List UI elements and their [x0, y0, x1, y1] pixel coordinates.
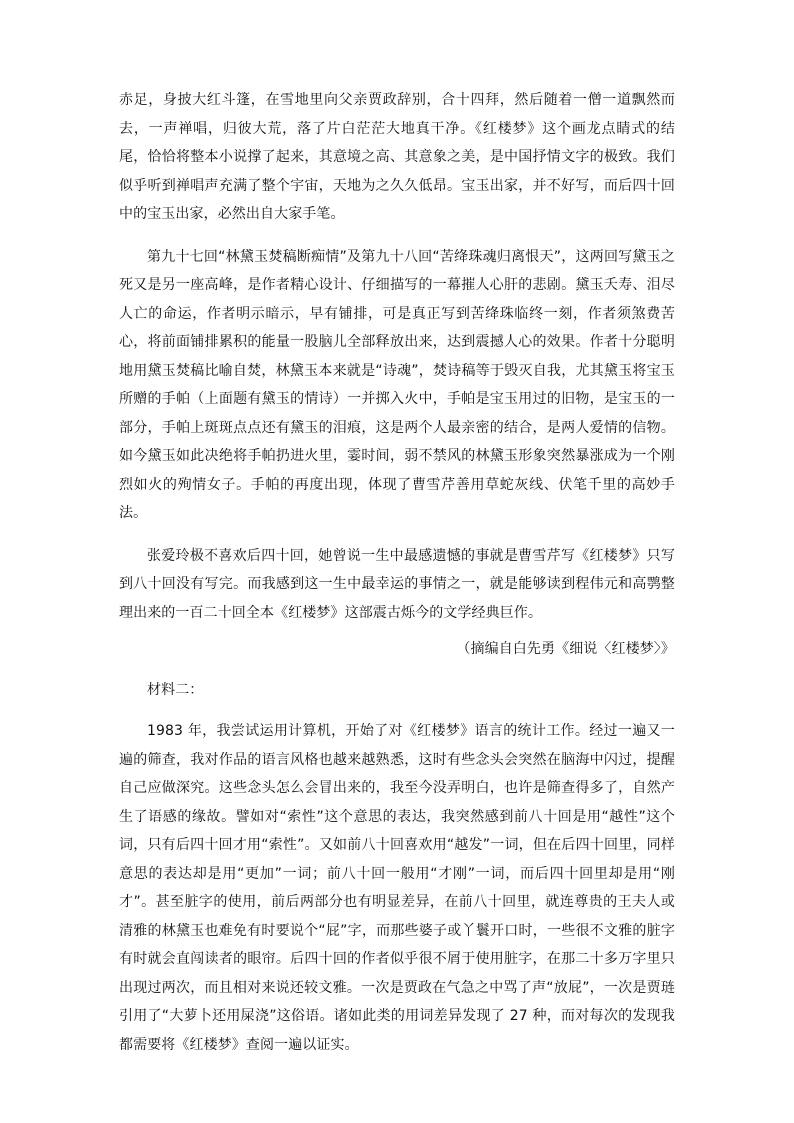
- paragraph-daiyu-death: 第九十七回“林黛玉焚稿断痴情”及第九十八回“苦绛珠魂归离恨天”，这两回写黛玉之死又是另一座高峰，是作者精心设计、仔细描写的一幕摧人心肝的悲剧。黛玉夭寿、泪尽人亡的命运，作者明示暗示，早有铺排，可是真正写到苦绛珠临终一刻，作者须煞费苦心，将前面铺排累积的能量一股脑儿全部释放出来，达到震撼人心的效果。作者十分聪明地用黛玉焚稿比喻自焚，林黛玉本来就是“诗魂”，焚诗稿等于毁灭自我，尤其黛玉将宝玉所赠的手帕（上面题有黛玉的情诗）一并掷入火中，手帕是宝玉用过的旧物，是宝玉的一部分，手帕上斑斑点点还有黛玉的泪痕，这是两个人最亲密的结合，是两人爱情的信物。如今黛玉如此决绝将手帕扔进火里，霎时间，弱不禁风的林黛玉形象突然暴涨成为一个刚烈如火的殉情女子。手帕的再度出现，体现了曹雪芹善用草蛇灰线、伏笔千里的高妙手法。: [119, 248, 675, 521]
- material-two-heading: 材料二：: [147, 681, 204, 698]
- document-page: [119, 86, 675, 1059]
- paragraph-zhang-ailing: 张爱玲极不喜欢后四十回，她曾说一生中最感遗憾的事就是曹雪芹写《红楼梦》只写到八十回没有写完。而我感到这一生中最幸运的事情之一，就是能够读到程伟元和高鹗整理出来的一百二十回全本《红楼梦》这部震古烁今的文学经典巨作。: [119, 547, 675, 621]
- paragraph-computer-statistics: 1983 年，我尝试运用计算机，开始了对《红楼梦》语言的统计工作。经过一遍又一遍的筛查，我对作品的语言风格也越来越熟悉，这时有些念头会突然在脑海中闪过，提醒自己应做深究。这些念头怎么会冒出来的，我至今没弄明白，也许是筛查得多了，自然产生了语感的缘故。譬如对“索性”这个意思的表达，我突然感到前八十回是用“越性”这个词，只有后四十回才用“索性”。又如前八十回喜欢用“越发”一词，但在后四十回里，同样意思的表达却是用“更加”一词；前八十回一般用“才刚”一词，而后四十回里却是用“刚才”。甚至脏字的使用，前后两部分也有明显差异，在前八十回里，就连尊贵的王夫人或清雅的林黛玉也难免有时要说个“屁”字，而那些婆子或丫鬟开口时，一些很不文雅的脏字有时就会直闯读者的眼帘。后四十回的作者似乎很不屑于使用脏字，在那二十多万字里只出现过两次，而且相对来说还较文雅。一次是贾政在气急之中骂了声“放屁”，一次是贾琏引用了“大萝卜还用屎浇”这俗语。诸如此类的用词差异发现了 27 种，而对每次的发现我都需要将《红楼梦》查阅一遍以证实。: [119, 723, 675, 1053]
- paragraph-baoyu-departure: 赤足，身披大红斗篷，在雪地里向父亲贾政辞别，合十四拜，然后随着一僧一道飘然而去，一声禅唱，归彼大荒，落了片白茫茫大地真干净。《红楼梦》这个画龙点睛式的结尾，恰恰将整本小说撑了起来，其意境之高、其意象之美，是中国抒情文字的极致。我们似乎听到禅唱声充满了整个宇宙，天地为之久久低昂。宝玉出家，并不好写，而后四十回中的宝玉出家，必然出自大家手笔。: [119, 92, 675, 222]
- source-citation: （摘编自白先勇《细说〈红楼梦〉》: [456, 641, 675, 657]
